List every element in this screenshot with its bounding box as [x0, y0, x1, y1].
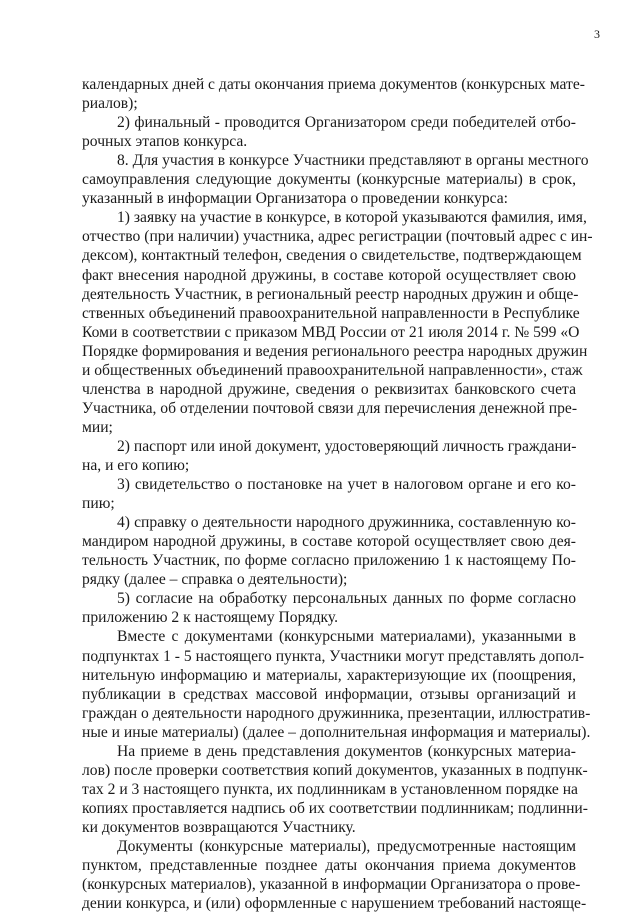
text-line: пунктом, представленные позднее даты окончания приема документов	[82, 857, 576, 875]
text-line: копиях проставляется надпись об их соответствии подлинникам; подлинни-	[82, 799, 588, 817]
text-line: рядку (далее – справка о деятельности);	[82, 571, 348, 589]
text-line: граждан о деятельности народного дружинника, презентации, иллюстратив-	[82, 704, 591, 722]
text-line: 1) заявку на участие в конкурсе, в которой указываются фамилия, имя,	[117, 209, 587, 227]
text-line: указанный в информации Организатора о проведении конкурса:	[82, 190, 508, 208]
text-line: тельность Участник, по форме согласно приложению 1 к настоящему По-	[82, 552, 576, 570]
text-line: Коми в соответствии с приказом МВД России от 21 июля 2014 г. № 599 «О	[82, 323, 580, 341]
text-line: нительную информацию и материалы, характеризующие их (поощрения,	[82, 666, 576, 684]
text-line: 2) финальный - проводится Организатором среди победителей отбо-	[117, 114, 576, 132]
text-line: дексом), контактный телефон, сведения о свидетельстве, подтверждающем	[82, 247, 582, 265]
text-line: мандиром народной дружины, в составе которой осуществляет свою дея-	[82, 533, 576, 551]
text-line: отчество (при наличии) участника, адрес регистрации (почтовый адрес с ин-	[82, 228, 593, 246]
text-line: дении конкурса, и (или) оформленные с нарушением требований настояще-	[82, 895, 587, 913]
text-line: публикации в средствах массовой информации, отзывы организаций и	[82, 685, 576, 703]
text-line: приложению 2 к настоящему Порядку.	[82, 609, 338, 627]
text-line: пию;	[82, 495, 115, 513]
text-line: и общественных объединений правоохранительной направленности», стаж	[82, 361, 583, 379]
text-line: Документы (конкурсные материалы), предусмотренные настоящим	[117, 838, 576, 855]
text-line: 8. Для участия в конкурсе Участники представляют в органы местного	[117, 152, 589, 170]
text-line: Порядке формирования и ведения регионального реестра народных дружин	[82, 342, 588, 360]
text-line: подпунктах 1 - 5 настоящего пункта, Участники могут представлять допол-	[82, 647, 585, 665]
text-line: факт внесения народной дружины, в составе которой осуществляет свою	[82, 266, 576, 284]
text-line: деятельность Участник, в региональный реестр народных дружин и обще-	[82, 285, 579, 303]
text-line: рочных этапов конкурса.	[82, 133, 248, 151]
text-line: мии;	[82, 418, 113, 436]
text-line: календарных дней с даты окончания приема документов (конкурсных мате-	[82, 76, 585, 93]
text-line: Вместе с документами (конкурсными материалами), указанными в	[117, 628, 576, 646]
text-line: 4) справку о деятельности народного дружинника, составленную ко-	[117, 514, 576, 532]
text-line: 2) паспорт или иной документ, удостоверяющий личность граждани-	[117, 437, 577, 455]
text-line: лов) после проверки соответствия копий документов, указанных в подпунк-	[82, 761, 588, 779]
text-line: на, и его копию;	[82, 457, 190, 474]
text-line: (конкурсных материалов), указанной в информации Организатора о прове-	[82, 876, 581, 894]
text-line: членства в народной дружине, сведения о реквизитах банковского счета	[82, 380, 576, 398]
text-line: Участника, об отделении почтовой связи для перечисления денежной пре-	[82, 399, 578, 417]
text-line: 3) свидетельство о постановке на учет в налоговом органе и его ко-	[117, 476, 576, 494]
text-line: самоуправления следующие документы (конкурсные материалы) в срок,	[82, 171, 576, 189]
text-line: На приеме в день представления документов (конкурсных материа-	[117, 742, 576, 760]
page-number: 3	[594, 27, 600, 41]
text-line: тах 2 и 3 настоящего пункта, их подлинникам в установленном порядке на	[82, 780, 578, 798]
text-line: ственных объединений правоохранительной направленности в Республике	[82, 304, 580, 322]
text-line: риалов);	[82, 95, 138, 113]
text-line: ки документов возвращаются Участнику.	[82, 818, 356, 836]
text-line: ные и иные материалы) (далее – дополнительная информация и материалы).	[82, 723, 591, 741]
text-line: 5) согласие на обработку персональных данных по форме согласно	[117, 590, 576, 608]
